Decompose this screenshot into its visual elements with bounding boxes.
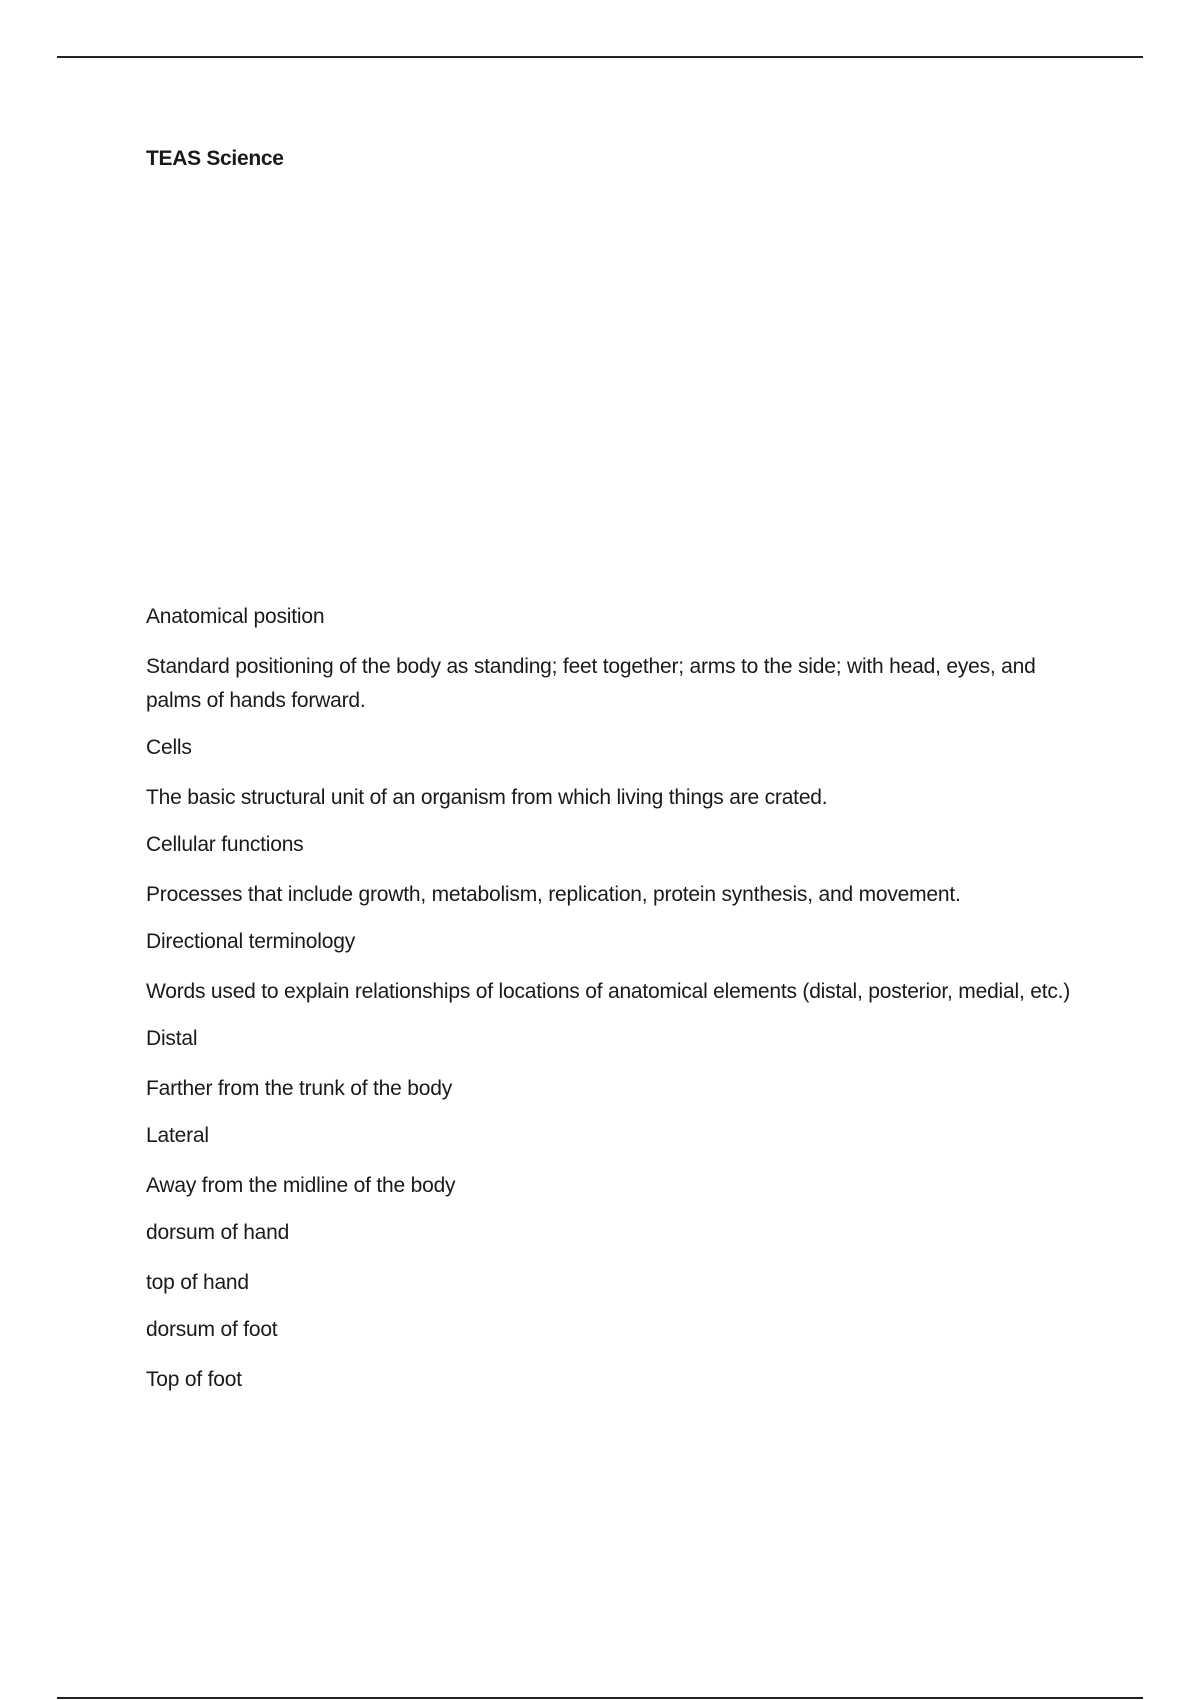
entry-term: Directional terminology bbox=[146, 930, 355, 953]
entry-definition: Words used to explain relationships of locations of anatomical elements (distal, posterior, medial, etc.) bbox=[146, 980, 1071, 1003]
footer-divider bbox=[57, 1697, 1143, 1699]
entry-definition: Processes that include growth, metabolism, replication, protein synthesis, and movement. bbox=[146, 883, 961, 906]
entry-term: Anatomical position bbox=[146, 605, 325, 628]
header-divider bbox=[57, 56, 1143, 58]
entry-term: dorsum of hand bbox=[146, 1221, 290, 1244]
entry-term: Cellular functions bbox=[146, 833, 304, 856]
entry-definition: Top of foot bbox=[146, 1368, 242, 1391]
entry-definition: Away from the midline of the body bbox=[146, 1174, 456, 1197]
entry-term: Distal bbox=[146, 1027, 198, 1050]
entry-definition: The basic structural unit of an organism from which living things are crated. bbox=[146, 786, 828, 809]
entry-definition: Farther from the trunk of the body bbox=[146, 1077, 453, 1100]
entry-definition: top of hand bbox=[146, 1271, 249, 1294]
entry-term: dorsum of foot bbox=[146, 1318, 278, 1341]
entry-definition: Standard positioning of the body as standing; feet together; arms to the side; with head, eyes, and palms of hands forward. bbox=[146, 655, 1036, 712]
entry-term: Cells bbox=[146, 736, 192, 759]
document-title: TEAS Science bbox=[146, 147, 284, 170]
entry-term: Lateral bbox=[146, 1124, 209, 1147]
entry-list bbox=[146, 600, 1086, 1410]
